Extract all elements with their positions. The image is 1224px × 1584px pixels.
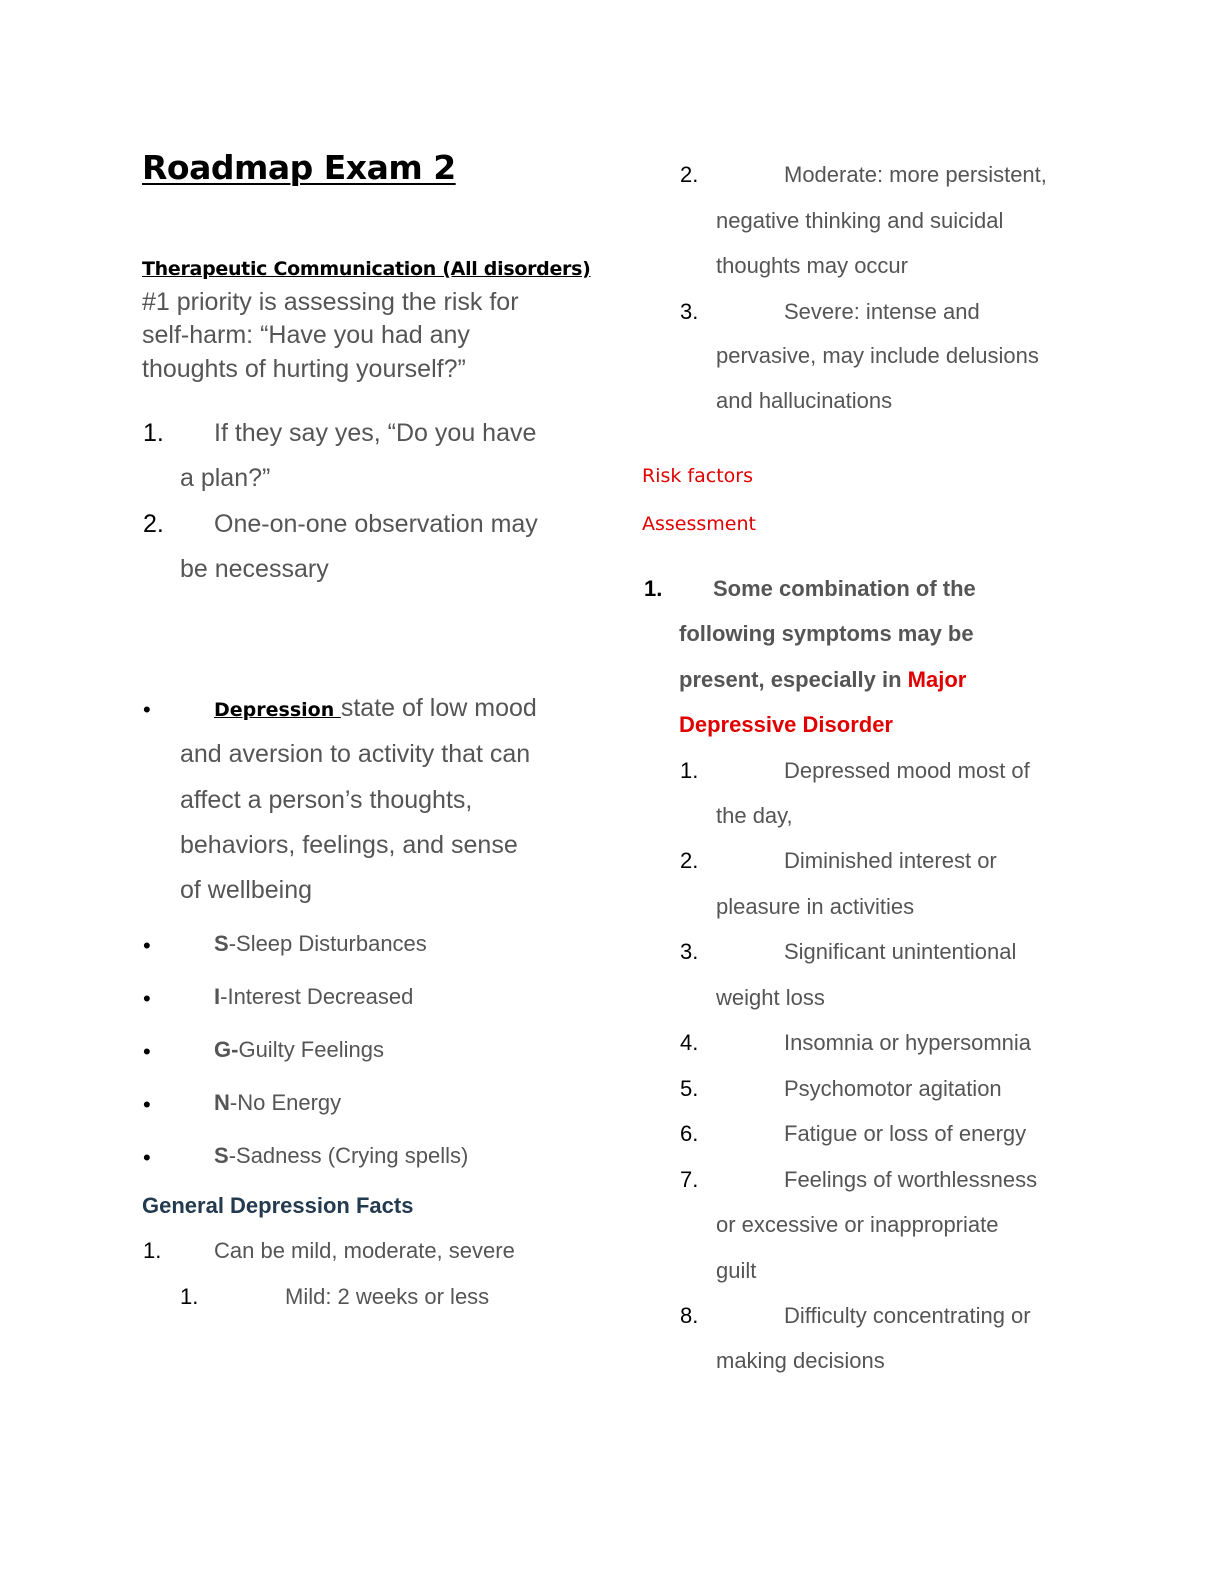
depression-text: of wellbeing [180,876,313,904]
mnemonic-item: I-Interest Decreased [214,984,414,1009]
list-item-text: or excessive or inappropriate [716,1212,999,1237]
list-item-text: Mild: 2 weeks or less [285,1284,490,1309]
depression-label: Depression [214,699,341,721]
list-item-text: thoughts may occur [716,253,908,278]
list-item-text: Feelings of worthlessness [784,1167,1038,1192]
list-item-text: Insomnia or hypersomnia [784,1030,1032,1055]
list-item-text: be necessary [180,555,329,583]
list-number: 1. [143,419,164,447]
list-number: 1. [143,1238,162,1263]
priority-line-2: self-harm: “Have you had any [142,321,470,349]
list-item-text: a plan?” [180,464,271,492]
list-number: 7. [680,1167,699,1192]
bullet: • [143,933,151,958]
document-title: Roadmap Exam 2 [142,148,456,187]
facts-heading: General Depression Facts [142,1193,414,1218]
list-number: 1. [180,1284,199,1309]
list-item-text: Difficulty concentrating or [784,1303,1031,1328]
list-item-text: and hallucinations [716,388,893,413]
depression-text: behaviors, feelings, and sense [180,831,518,859]
bullet: • [143,1092,151,1117]
list-number: 4. [680,1030,699,1055]
assessment-heading: Assessment [642,513,756,535]
depression-text: affect a person’s thoughts, [180,786,473,814]
list-item-text: pervasive, may include delusions [716,343,1039,368]
list-item-text: One-on-one observation may [214,510,538,538]
risk-factors-heading: Risk factors [642,465,753,487]
list-number: 8. [680,1303,699,1328]
list-item-text: Diminished interest or [784,848,997,873]
list-item-text: guilt [716,1258,757,1283]
list-item-text: weight loss [716,985,825,1010]
list-item-text: Psychomotor agitation [784,1076,1002,1101]
list-item-text: If they say yes, “Do you have [214,419,537,447]
list-number: 2. [680,848,699,873]
priority-line-1: #1 priority is assessing the risk for [142,288,519,316]
list-item-text: Moderate: more persistent, [784,162,1047,187]
list-item-text: Significant unintentional [784,939,1017,964]
list-item-text: making decisions [716,1348,885,1373]
list-item-text: present, especially in Major [679,667,967,692]
depression-definition-line [214,694,537,723]
list-item-text: Depressed mood most of [784,758,1030,783]
list-item-text: Fatigue or loss of energy [784,1121,1027,1146]
depression-text: and aversion to activity that can [180,740,531,768]
list-number: 5. [680,1076,699,1101]
depression-text: state of low mood [340,694,537,722]
bullet: • [143,697,151,722]
list-number: 2. [680,162,699,187]
mnemonic-item: N-No Energy [214,1090,342,1115]
list-number: 3. [680,299,699,324]
list-number: 3. [680,939,699,964]
list-item-text: the day, [716,803,793,828]
section-heading-therapeutic: Therapeutic Communication (All disorders) [142,258,591,280]
list-number: 2. [143,510,164,538]
bullet: • [143,986,151,1011]
bullet: • [143,1145,151,1170]
list-item-text: negative thinking and suicidal [716,208,1004,233]
list-number: 6. [680,1121,699,1146]
list-item-text: Some combination of the [713,576,976,601]
list-number: 1. [644,576,663,601]
priority-line-3: thoughts of hurting yourself?” [142,355,466,383]
list-number: 1. [680,758,699,783]
list-item-text: following symptoms may be [679,621,974,646]
list-item-text: Severe: intense and [784,299,980,324]
list-item-text: pleasure in activities [716,894,915,919]
mnemonic-item: G-Guilty Feelings [214,1037,384,1062]
bullet: • [143,1039,151,1064]
mnemonic-item: S-Sleep Disturbances [214,931,427,956]
list-item-text: Depressive Disorder [679,712,893,737]
list-item-text: Can be mild, moderate, severe [214,1238,515,1263]
mnemonic-item: S-Sadness (Crying spells) [214,1143,469,1168]
